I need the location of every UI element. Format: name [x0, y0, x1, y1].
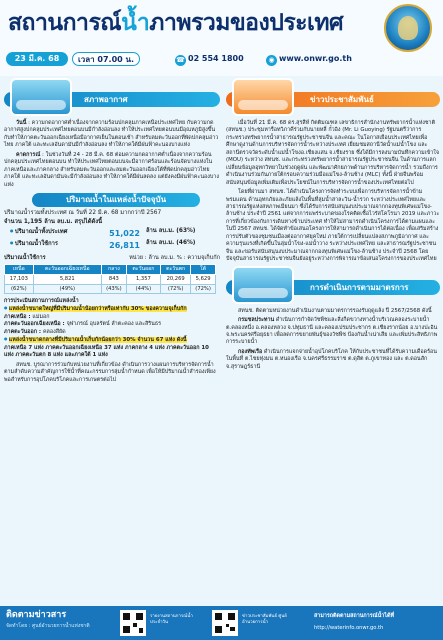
ops-illustration — [232, 266, 294, 304]
page-footer — [0, 606, 443, 640]
news-illustration — [232, 78, 294, 116]
title-rest: ภาพรวมของประเทศ — [149, 10, 344, 36]
monitoring-title: การประเมินสถานการณ์แหล่งน้ำ — [4, 298, 79, 304]
news-title: ข่าวประชาสัมพันธ์ — [226, 92, 440, 107]
table-row: (62%) (49%) (43%) (44%) (72%) (72%) — [5, 284, 216, 294]
volume-summary-1: ปริมาณน้ำรวมทั้งประเทศ ณ วันที่ 22 มี.ค. 68 มากกว่าปี 2567 — [4, 210, 162, 217]
onwr-logo — [384, 4, 432, 52]
phone-icon: ☎ — [176, 56, 185, 64]
ops-title: การดำเนินการตามมาตรการ — [226, 280, 440, 295]
website-contact[interactable] — [266, 53, 352, 66]
weather-today: วันนี้ : ความกดอากาศต่ำเนื่องจากความร้อนปกคลุมภาคเหนือประเทศไทย กับความกดอากาศสูงปกคลุมประเทศไทยตอนบนมีกำลังอ่อนลง ทำให้ประเทศไทยตอนบนมีอุณหภูมิสูงขึ้น กับทำให้ภาคตะวันออกเฉียงเหนือมีอากาศเย็นในตอนเช้า สำหรับลมตะวันออกที่พัดปกคลุมอ่าวไทย ภาคใต้ และทะเลอันดามันมีกำลังอ่อนลง ทำให้ภาคใต้มีฝนฟ้าคะนองบางแห่ง — [4, 120, 219, 149]
col-central: กลาง — [101, 264, 126, 274]
footer-url-link[interactable]: http://waterinfo.onwr.go.th — [314, 625, 384, 631]
time-badge: เวลา 07.00 น. — [72, 52, 140, 66]
qr-code-news[interactable] — [212, 610, 238, 636]
table-caption: ปริมาณน้ำใช้การ หน่วย : ล้าน ลบ.ม. % : ความจุเก็บกัก — [4, 255, 220, 262]
volume-total-row: ● ปริมาณน้ำทั้งประเทศ 51,022 ล้าน ลบ.ม. (63%) — [4, 228, 220, 239]
ops-irrigation: กรมชลประทาน ดำเนินการกำจัดวัชพืชและสิ่งกีดขวางทางน้ำบริเวณคลองระบายน้ำ ต.คลองหนึ่ง อ.คลองหลวง จ.ปทุมธานี และคลองเปรมประชากร ต.เชียงรากน้อย อ.บางปะอิน จ.พระนครศรีอยุธยา เพื่อลดการขยายพันธุ์ของวัชพืช ป้องกันน้ำเน่าเสีย และเพิ่มประสิทธิภาพการระบายน้ำ — [226, 317, 438, 346]
title-main: สถานการณ์ — [8, 10, 122, 36]
website-url: www.onwr.go.th — [279, 54, 352, 63]
volume-title: ปริมาณน้ำในแหล่งน้ำปัจจุบัน — [32, 193, 200, 207]
date-badge: 23 มี.ค. 68 — [6, 52, 68, 66]
ops-header — [226, 266, 440, 306]
qr-report-caption: รายงานสถานการณ์น้ำ ประจำวัน — [150, 614, 193, 626]
title-accent: น้ำ — [121, 10, 150, 36]
news-paragraph-1: เมื่อวันที่ 21 มี.ค. 68 ดร.สุรสีห์ กิตติมณฑล เลขาธิการสำนักงานทรัพยากรน้ำแห่งชาติ (สทนช.) ประชุมหารือทวิภาคีร่วมกับนายหลี่ กั๋วอิง (Mr. Li Guoying) รัฐมนตรีว่าการกระทรวงทรัพยากรน้ำสาธารณรัฐประชาชนจีน และคณะ ในโอกาสเยือนประเทศไทยเพื่อศึกษาดูงานด้านการบริหารจัดการน้ำระหว่างประเทศ เยี่ยมชมสถานีวัดน้ำแม่น้ำโขง และสถานีตรวจวัดระดับน้ำแม่น้ำโขงอ.เชียงแสน จ.เชียงราย ซึ่งได้มีการลงนามบันทึกความเข้าใจ (MOU) ระหว่าง สทนช. และกระทรวงทรัพยากรน้ำสาธารณรัฐประชาชนจีน ในด้านการแลกเปลี่ยนข้อมูลอุทกวิทยาในช่วงฤดูฝน และพัฒนาศักยภาพด้านการบริหารจัดการน้ำ รวมถึงการดำเนินงานร่วมกันภายใต้กรอบความร่วมมือแม่โขง-ล้านช้าง (MLC) ทั้งนี้ ฝ่ายจีนพร้อมสนับสนุนข้อมูลเพิ่มเติมเพื่อประโยชน์ในการบริหารจัดการน้ำของประเทศไทยต่อไป — [226, 120, 440, 186]
col-north: เหนือ — [5, 264, 34, 274]
footer-title: ติดตามข่าวสาร — [6, 610, 67, 620]
footer-credit: จัดทำโดย : ศูนย์อำนวยการน้ำแห่งชาติ — [6, 623, 90, 629]
volume-section — [4, 193, 220, 294]
regional-volume-table — [4, 264, 216, 294]
col-east: ตะวันออก — [126, 264, 160, 274]
list-item: ● แหล่งน้ำขนาดใหญ่ที่มีปริมาณน้ำน้อยกว่าหรือเท่ากับ 30% ของความจุเก็บกัก — [4, 305, 220, 313]
right-column — [226, 78, 440, 371]
globe-icon: ◉ — [266, 55, 277, 66]
list-item: ภาคเหนือ 7 แห่ง ภาคตะวันออกเฉียงเหนือ 37 แห่ง ภาคกลาง 4 แห่ง ภาคตะวันออก 10 แห่ง ภาคตะวันตก 8 แห่ง และภาคใต้ 1 แห่ง — [4, 344, 209, 359]
volume-usable-row: ● ปริมาณน้ำใช้การ 26,811 ล้าน ลบ.ม. (46%) — [4, 240, 220, 251]
volume-summary-2: จำนวน 1,195 ล้าน ลบ.ม. สรุปได้ดังนี้ — [4, 219, 103, 226]
list-item: ภาคตะวันออกเฉียงเหนือ : จุฬาภรณ์ อุบลรัตน์ ลำตะคอง และสิรินธร — [4, 321, 162, 328]
list-item: ● แหล่งน้ำขนาดกลางที่มีปริมาณน้ำเก็บกักน้อยกว่า 30% จำนวน 67 แห่ง ดังนี้ — [4, 336, 220, 344]
phone-number: 02 554 1800 — [188, 54, 244, 63]
ops-navy: กองทัพเรือ ดำเนินการแจกจ่ายน้ำอุปโภคบริโภค ให้กับประชาชนที่ได้รับความเดือดร้อนในพื้นที่ ต.ไชยทุ่งมน ต.หนองเรือ จ.นครศรีธรรมราช ต.ดุสิต ต.ภูเขาทอง และ ต.ดอนสัก จ.สุราษฎร์ธานี — [226, 348, 437, 370]
list-item: ภาคตะวันออก : คลองสียัด — [4, 328, 66, 335]
page-header — [0, 0, 443, 76]
news-paragraph-2: โดยที่ผ่านมา สทนช. ได้ดำเนินโครงการจัดทำระบบเพื่อการบริหารจัดการน้ำข้ามพรมแดน ด้านอุทกภัยและภัยแล้งในพื้นที่ลุ่มน้ำสาละวิน-น้ำรวก ระหว่างประเทศไทยและสาธารณรัฐแห่งสหภาพเมียนมา ซึ่งได้รับการสนับสนุนงบประมาณจากกองทุนพิเศษแม่โขง-ล้านช้าง ประจำปี 2561 แต่จากการแพร่ระบาดของโรคติดเชื้อไวรัสโคโรนา 2019 และภาวะการที่เกี่ยวข้องกับการเดินทางข้ามประเทศ ทำให้ไม่สามารถดำเนินโครงการได้ตามแผนและในปี 2567 สทนช. ได้จัดทำข้อเสนอโครงการให้สามารถดำเนินการได้ต่อเนื่อง เพื่อเสริมสร้างการปรับตัวของชุมชนเมืองต่ออากาศยุคใหม่ ภายใต้การเปลี่ยนแปลงสภาพภูมิอากาศ และความรุนแรงที่เกิดขึ้นในลุ่มน้ำโขง-แม่น้ำวาง ระหว่างประเทศไทย และสาธารณรัฐประชาชนจีน และขอรับสนับสนุนงบประมาณจากกองทุนพิเศษแม่โขง-ล้านช้าง ประจำปี 2568 โดยปัจจุบันสาธารณรัฐประชาชนจีนยังอยู่ระหว่างการพิจารณาข้อเสนอโครงการของประเทศไทย — [226, 189, 440, 263]
list-item: ภาคเหนือ : แม่มอก — [4, 313, 50, 320]
qr-code-report[interactable] — [120, 610, 146, 636]
page-title — [8, 8, 343, 40]
col-west: ตะวันตก — [161, 264, 191, 274]
col-northeast: ตะวันออกเฉียงเหนือ — [33, 264, 101, 274]
weather-illustration — [10, 78, 72, 116]
qr-news-caption: ข่าวประชาสัมพันธ์ ศูนย์อำนวยการน้ำ — [242, 614, 287, 626]
monitoring-section — [4, 298, 220, 384]
phone-contact[interactable] — [175, 53, 244, 66]
ops-intro: สทนช. ติดตามหน่วยงานดำเนินงานตามมาตรการรองรับฤดูแล้ง ปี 2567/2568 ดังนี้ — [238, 307, 432, 314]
table-row: 17,103 5,821 843 1,357 20,269 5,629 — [5, 275, 216, 285]
monitoring-note: สทนช. บูรณาการร่วมกับหน่วยงานที่เกี่ยวข้อง ดำเนินการวางแผนการบริหารจัดการน้ำตามลำดับความสำคัญการใช้น้ำที่คณะกรรมการลุ่มน้ำกำหนด เพื่อให้มีปริมาณน้ำสำรองเพียงพอสำหรับการอุปโภคบริโภคและการเกษตรต่อไป — [4, 361, 216, 383]
weather-header — [4, 78, 220, 118]
weather-forecast: คาดการณ์ : ในช่วงวันที่ 24 - 28 มี.ค. 68 ต่อมความกดอากาศต่ำเนื่องจากความร้อนปกคลุมประเทศไทยตอนบน ทำให้ประเทศไทยตอนบนจะมีอากาศร้อนและร้อนจัดบางแห่งในภาคเหนือและภาคกลาง สำหรับลมตะวันออกและลมตะวันออกเฉียงใต้ที่พัดปกคลุมอ่าวไทย ภาคใต้ และทะเลอันดามันจะมีกำลังอ่อนลง ทำให้ภาคใต้มีฝนลดลง แต่ยังคงมีฝนฟ้าคะนองบางแห่ง — [4, 151, 219, 188]
footer-center-name: สามารถติดตามสถานการณ์น้ำได้ที่ — [314, 613, 395, 619]
left-column — [4, 78, 220, 384]
weather-title: สภาพอากาศ — [4, 92, 220, 107]
news-header — [226, 78, 440, 118]
col-south: ใต้ — [191, 264, 216, 274]
